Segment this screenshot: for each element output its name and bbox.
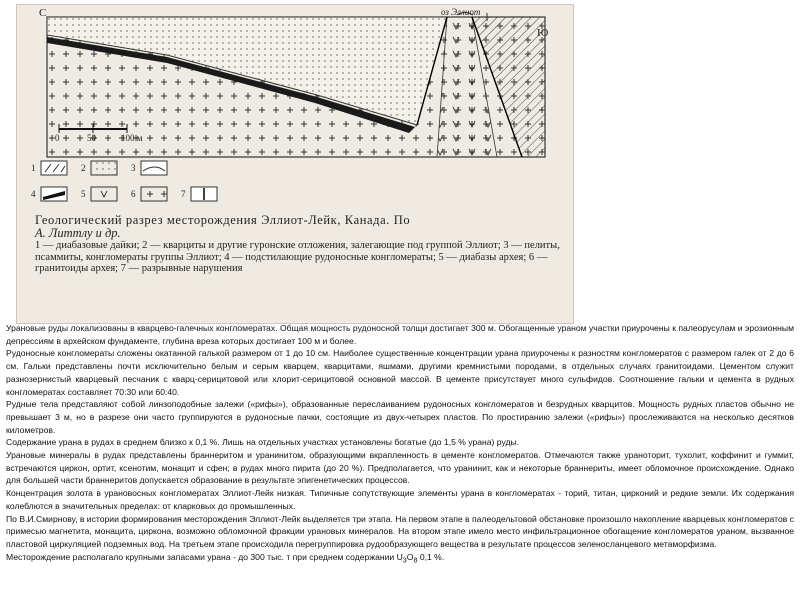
legend-boxes — [41, 161, 217, 201]
caption-authors-line — [35, 225, 565, 241]
label-south: Ю — [537, 27, 549, 39]
label-lake: оз Эллиот — [441, 7, 481, 17]
paragraph: По В.И.Смирнову, в истории формирования месторождения Эллиот-Лейк выделяется три этапа. На первом этапе в палеодельтовой обстановке произошло накопление кварцевых конгломератов с примесью магнетита, монацита, циркона, возможно обломочной фракции урановых минералов. На втором этапе имело место инфильтрационное обогащение конгломератов ураном, вызванное пластовой циркуляцией подземных вод. На третьем этапе происходила перегруппировка рудообразующего вещества в результате процессов зеленосланцевого метаморфизма. — [6, 513, 794, 549]
legend-number-3: 3 — [131, 163, 136, 173]
figure-caption — [35, 215, 565, 275]
paragraph: Содержание урана в рудах в среднем близко к 0,1 %. Лишь на отдельных участках установлены богатые (до 1,5 % урана) руды. — [6, 437, 520, 448]
scale-label-50: 50 — [87, 133, 96, 143]
legend-number-1: 1 — [31, 163, 36, 173]
paragraph: Урановые руды локализованы в кварцево-галечных конгломератах. Общая мощность рудоносной толщи достигает 300 м. Обогащенные ураном участки приурочены к палеорусулам и эрозионным депрессиям в архейском фундаменте, глубина вреза которых достигает 100 м и более. — [6, 323, 794, 346]
paragraph: Урановые минералы в рудах представлены браннеритом и уранинитом, образующими вкрапленность в цементе конгломератов. Отмечаются также ураноторит, тухолит, коффинит и гуммит, встречаются циркон, ортит, ксенотим, монацит и сфен; в рудах много пирита (до 20 %). Предполагается, что уранинит, как и некоторые браннериты, имеет обломочное происхождение. Однако для большей части браннеритов допускается образование в результате эпигенетических процессов. — [6, 450, 794, 486]
paragraph-last — [6, 551, 794, 567]
paragraph: Рудные тела представляют собой линзоподобные залежи («рифы»), образованные переслаиванием рудоносных конгломератов и безрудных кварцитов. Мощность рудных пластов обычно не превышает 3 м, но в разрезе они часто группируются в рудоносные пачки, состоящие из двух-четырех пластов. По простиранию залежи («рифы») прослеживаются на несколько десятков километров. — [6, 399, 794, 435]
legend-number-2: 2 — [81, 163, 86, 173]
scale-label-100: 100 м — [121, 133, 143, 143]
paragraph: Концентрация золота в урановосных конгломератах Эллиот-Лейк низкая. Типичные сопутствующие элементы урана в конгломератах - торий, титан, цирконий и редкие земли. Их содержания колеблются в значительных пределах: от кларковых до промышленных. — [6, 488, 794, 511]
geological-cross-section-figure — [16, 4, 574, 324]
caption-authors: А. Литтлу и др. — [35, 225, 121, 240]
subscript-3: 3 — [402, 556, 407, 565]
last-paragraph-prefix: Месторождение располагало крупными запасами урана - до 300 тыс. т при среднем содержании U — [6, 551, 403, 562]
legend-number-7: 7 — [181, 189, 186, 199]
caption-legend-text: 1 — диабазовые дайки; 2 — кварциты и другие гуронские отложения, залегающие под группой Эллиот; 3 — пелиты, псаммиты, конгломераты группы Эллиот; 4 — подстилающие рудоносные конгломераты; 5 — диабазы архея; 6 — гранитоиды архея; 7 — разрывные нарушения — [35, 240, 560, 274]
legend-number-6: 6 — [131, 189, 136, 199]
oxygen-symbol: O — [406, 551, 414, 562]
label-north: С — [39, 7, 47, 19]
legend-number-5: 5 — [81, 189, 86, 199]
subscript-8: 8 — [413, 556, 418, 565]
paragraph: Рудоносные конгломераты сложены окатанной галькой размером от 1 до 10 см. Наиболее существенные концентрации урана приурочены к разностям конгломератов с размером галек от 2 до 6 см. Гальки представлены почти исключительно белым и серым кварцем, кварцитами, яшмами, другими кремнистыми породами, в отдельных случаях гранитоидами. Цементом служит разнозернистый кварцевый песчаник с кварц-серицитовой или хлорит-серицитовой основной массой. В цементе присутствует много сульфидов. Соотношение гальки и цемента в рудных конгломератах составляет 70:30 или 60:40. — [6, 348, 794, 397]
last-paragraph-suffix: 0,1 %. — [417, 551, 445, 562]
body-text — [6, 322, 794, 567]
legend-number-4: 4 — [31, 189, 36, 199]
cross-section-drawing — [17, 5, 573, 323]
caption-title: Геологический разрез месторождения Эллиот-Лейк, Канада. По — [35, 213, 411, 227]
scale-label-0: 0 — [55, 133, 60, 143]
